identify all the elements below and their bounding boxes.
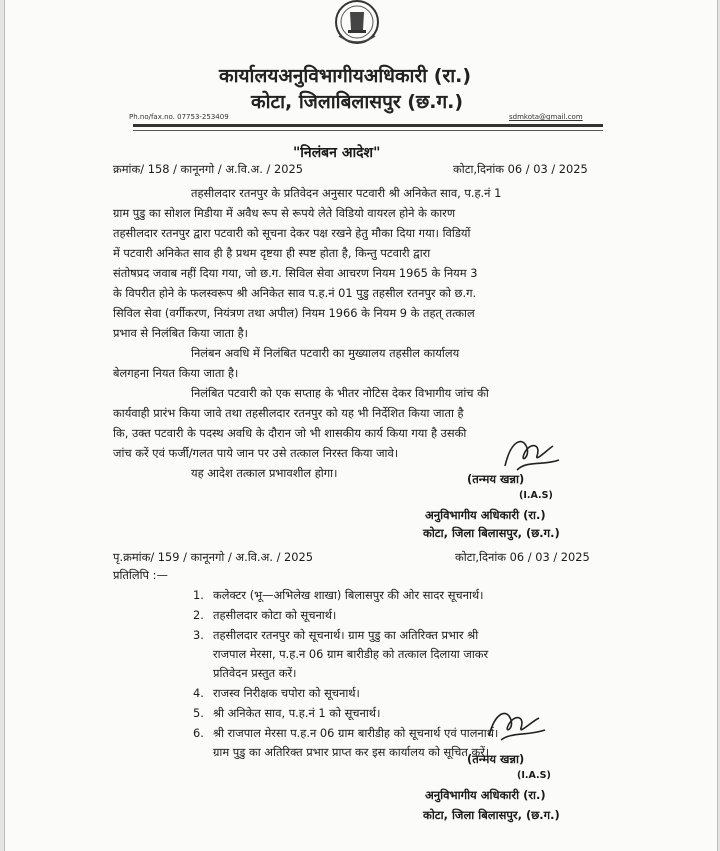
signatory-place: कोटा, जिला बिलासपुर, (छ.ग.)	[423, 808, 560, 822]
body-line: तहसीलदार रतनपुर के प्रतिवेदन अनुसार पटवारी श्री अनिकेत साव, प.ह.नं 1	[191, 186, 502, 200]
body-line: बेलगहना नियत किया जाता है।	[113, 366, 239, 380]
office-location: कोटा, जिलाबिलासपुर (छ.ग.)	[251, 91, 464, 113]
copy-item-text: प्रतिवेदन प्रस्तुत करें।	[213, 666, 297, 680]
copy-reference: पृ.क्रमांक/ 159 / कानूनगो / अ.वि.अ. / 2025	[113, 550, 314, 564]
order-reference: क्रमांक/ 158 / कानूनगो / अ.वि.अ. / 2025	[113, 162, 303, 176]
signatory-service: (I.A.S)	[517, 770, 551, 781]
copy-item-text: श्री राजपाल मेरसा प.ह.न 06 ग्राम बारीडीह को सूचनार्थ एवं पालनार्थ।	[213, 726, 499, 740]
body-line: प्रभाव से निलंबित किया जाता है।	[113, 326, 248, 340]
signatory-designation: अनुविभागीय अधिकारी (रा.)	[425, 788, 546, 802]
body-line: यह आदेश तत्काल प्रभावशील होगा।	[191, 466, 338, 480]
copy-item-text: राजपाल मेरसा, प.ह.न 06 ग्राम बारीडीह को तत्काल दिलाया जाकर	[213, 647, 489, 661]
signatory-name: (तन्मय खन्ना)	[467, 472, 525, 486]
body-line: निलंबन अवधि में निलंबित पटवारी का मुख्यालय तहसील कार्यालय	[191, 346, 460, 360]
phone-fax: Ph.no/fax.no. 07753-253409	[129, 113, 229, 121]
copy-item-number: 1.	[193, 588, 204, 602]
body-line: जांच करें एवं फर्जी/गलत पाये जान पर उसे तत्काल निरस्त किया जावे।	[113, 446, 399, 460]
body-line: के विपरीत होने के फलस्वरूप श्री अनिकेत साव प.ह.नं 01 पुडु तहसील रतनपुर को छ.ग.	[113, 286, 477, 300]
order-date: कोटा,दिनांक 06 / 03 / 2025	[453, 162, 588, 176]
body-line: संतोषप्रद जवाब नहीं दिया गया, जो छ.ग. सिविल सेवा आचरण नियम 1965 के नियम 3	[113, 266, 478, 280]
copy-item-text: कलेक्टर (भू—अभिलेख शाखा) बिलासपुर की ओर सादर सूचनार्थ।	[213, 588, 484, 602]
body-line: सिविल सेवा (वर्गीकरण, नियंत्रण तथा अपील) नियम 1966 के नियम 9 के तहत् तत्काल	[113, 306, 475, 320]
header-divider-thin	[133, 130, 603, 131]
copy-item-text: तहसीलदार कोटा को सूचनार्थ।	[213, 608, 337, 622]
copy-item-number: 2.	[193, 608, 204, 622]
header-divider	[133, 124, 603, 127]
copy-item-text: श्री अनिकेत साव, प.ह.नं 1 को सूचनार्थ।	[213, 706, 381, 720]
signatory-designation: अनुविभागीय अधिकारी (रा.)	[425, 508, 546, 522]
copy-label: प्रतिलिपि :—	[113, 568, 168, 582]
copy-item-text: तहसीलदार रतनपुर को सूचनार्थ। ग्राम पुडु का अतिरिक्त प्रभार श्री	[213, 628, 479, 642]
signatory-name: (तन्मय खन्ना)	[467, 752, 525, 766]
document-page	[4, 0, 718, 851]
copy-item-number: 6.	[193, 726, 204, 740]
body-line: तहसीलदार रतनपुर द्वारा पटवारी को सूचना देकर पक्ष रखने हेतु मौका दिया गया। विडियों	[113, 226, 471, 240]
copy-date: कोटा,दिनांक 06 / 03 / 2025	[455, 550, 590, 564]
body-line: निलंबित पटवारी को एक सप्ताह के भीतर नोटिस देकर विभागीय जांच की	[191, 386, 489, 400]
copy-item-text: ग्राम पुडु का अतिरिक्त प्रभार प्राप्त कर इस कार्यालय को सूचित करें।	[213, 745, 490, 759]
copy-item-number: 3.	[193, 628, 204, 642]
handwritten-signature	[483, 704, 553, 748]
body-line: कार्यवाही प्रारंभ किया जावे तथा तहसीलदार रतनपुर को यह भी निर्देशित किया जाता है	[113, 406, 464, 420]
state-emblem-icon	[329, 0, 385, 50]
copy-item-text: राजस्व निरीक्षक चपोरा को सूचनार्थ।	[213, 686, 360, 700]
signatory-place: कोटा, जिला बिलासपुर, (छ.ग.)	[423, 526, 560, 540]
email-address: sdmkota@gmail.com	[509, 113, 583, 121]
office-title: कार्यालयअनुविभागीयअधिकारी (रा.)	[219, 65, 472, 87]
body-line: में पटवारी अनिकेत साव ही है प्रथम दृष्टया ही स्पष्ट होता है, किन्तु पटवारी द्वारा	[113, 246, 431, 260]
copy-item-number: 5.	[193, 706, 204, 720]
body-line: ग्राम पुडु का सोशल मिडीया में अवैध रूप से रूपये लेते विडियो वायरल होने के कारण	[113, 206, 456, 220]
copy-item-number: 4.	[193, 686, 204, 700]
signatory-service: (I.A.S)	[519, 490, 553, 501]
order-title: "निलंबन आदेश"	[293, 145, 381, 161]
body-line: कि, उक्त पटवारी के पदस्थ अवधि के दौरान जो भी शासकीय कार्य किया गया है उसकी	[113, 426, 467, 440]
